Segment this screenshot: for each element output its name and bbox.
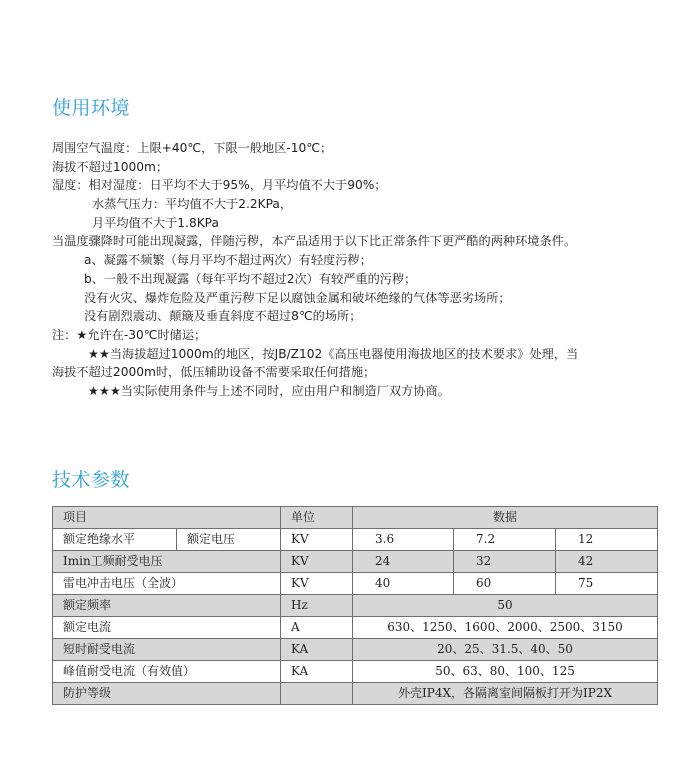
row-value: 75: [556, 573, 658, 595]
row-value: 40: [353, 573, 454, 595]
env-line: 月平均值不大于1.8KPa: [92, 215, 219, 230]
env-line: a、凝露不频繁（每月平均不超过两次）有轻度污秽；: [84, 253, 372, 268]
env-note-line: ★★当海拔超过1000m的地区，按JB/Z102《高压电器使用海拔地区的技术要求》处理，当: [88, 346, 579, 361]
row-item: 额定电流: [53, 617, 281, 639]
row-value: 12: [556, 529, 658, 551]
row-value: 42: [556, 551, 658, 573]
env-note-line: 海拔不超过2000m时，低压辅助设备不需要采取任何措施；: [52, 365, 376, 380]
header-item: 项目: [53, 507, 281, 529]
row-value: 50: [353, 595, 658, 617]
env-line: 当温度骤降时可能出现凝露，伴随污秽，本产品适用于以下比正常条件下更严酷的两种环境条件。: [52, 234, 577, 249]
row-unit: KA: [281, 639, 353, 661]
row-unit: KV: [281, 551, 353, 573]
row-item: 额定频率: [53, 595, 281, 617]
row-unit: [281, 683, 353, 705]
header-unit: 单位: [281, 507, 353, 529]
row-value: 60: [454, 573, 556, 595]
table-row: [53, 617, 658, 639]
row-item: 额定绝缘水平: [53, 529, 177, 551]
row-value: 50、63、80、100、125: [353, 661, 658, 683]
row-value: 20、25、31.5、40、50: [353, 639, 658, 661]
row-item: 防护等级: [53, 683, 281, 705]
env-line: 水蒸气压力：平均值不大于2.2KPa，: [92, 197, 293, 212]
table-header-row: [53, 507, 658, 529]
env-line: 没有火灾、爆炸危险及严重污秽下足以腐蚀金属和破坏绝缘的气体等恶劣场所；: [84, 290, 511, 305]
row-unit: Hz: [281, 595, 353, 617]
row-value: 7.2: [454, 529, 556, 551]
table-row: [53, 595, 658, 617]
row-value: 3.6: [353, 529, 454, 551]
env-line: 没有剧烈震动、颠簸及垂直斜度不超过8℃的场所；: [84, 309, 362, 324]
row-sub-item: 额定电压: [177, 529, 281, 551]
specs-title: 技术参数: [52, 469, 131, 491]
row-unit: KV: [281, 529, 353, 551]
specs-table: [52, 506, 658, 705]
table-row: [53, 529, 658, 551]
row-value: 630、1250、1600、2000、2500、3150: [353, 617, 658, 639]
row-item: Imin工频耐受电压: [53, 551, 281, 573]
row-value: 24: [353, 551, 454, 573]
row-item: 短时耐受电流: [53, 639, 281, 661]
row-unit: KA: [281, 661, 353, 683]
table-row: [53, 573, 658, 595]
env-line: b、一般不出现凝露（每年平均不超过2次）有较严重的污秽；: [84, 271, 417, 286]
header-data: 数据: [353, 507, 658, 529]
row-unit: KV: [281, 573, 353, 595]
environment-title: 使用环境: [52, 97, 131, 119]
row-value: 外壳IP4X，各隔离室间隔板打开为IP2X: [353, 683, 658, 705]
env-line: 湿度：相对湿度：日平均不大于95%，月平均值不大于90%；: [52, 178, 387, 193]
table-row: [53, 661, 658, 683]
table-row: [53, 551, 658, 573]
env-note-line: 注：★允许在-30℃时储运；: [52, 327, 207, 342]
row-item: 峰值耐受电流（有效值）: [53, 661, 281, 683]
env-line: 海拔不超过1000m；: [52, 159, 169, 174]
table-row: [53, 683, 658, 705]
row-item: 雷电冲击电压（全波）: [53, 573, 281, 595]
env-line: 周围空气温度：上限+40℃，下限一般地区-10℃；: [52, 141, 333, 155]
row-unit: A: [281, 617, 353, 639]
row-value: 32: [454, 551, 556, 573]
environment-text: [52, 139, 692, 401]
table-row: [53, 639, 658, 661]
env-note-line: ★★★当实际使用条件与上述不同时，应由用户和制造厂双方协商。: [88, 383, 450, 398]
